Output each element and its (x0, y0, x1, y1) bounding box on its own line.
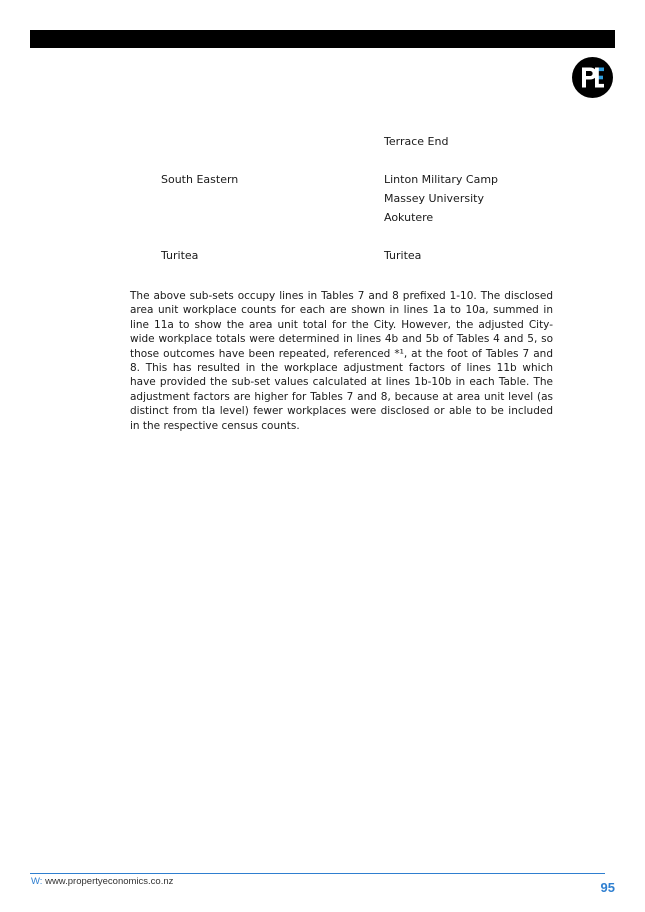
footer-divider (30, 873, 605, 874)
area-unit-aokutere: Aokutere (384, 211, 434, 224)
subset-south-eastern: South Eastern (161, 173, 239, 186)
website-link[interactable]: www.propertyeconomics.co.nz (45, 876, 174, 887)
page-number: 95 (600, 880, 615, 895)
area-unit-linton-military-camp: Linton Military Camp (384, 173, 499, 186)
property-economics-logo (572, 57, 613, 98)
pe-logo-icon (572, 57, 613, 98)
area-unit-massey-university: Massey University (384, 192, 484, 205)
area-unit-turitea: Turitea (384, 249, 422, 262)
footer-website (31, 876, 173, 888)
header-bar (30, 30, 615, 48)
area-unit-terrace-end: Terrace End (384, 135, 449, 148)
subset-turitea: Turitea (161, 249, 199, 262)
web-label: W: (31, 876, 43, 887)
body-paragraph: The above sub-sets occupy lines in Tables 7 and 8 prefixed 1-10. The disclosed area unit workplace counts for each are shown in lines 1a to 10a, summed in line 11a to show the area unit total for the City. However, the adjusted City-wide workplace totals were determined in lines 4b and 5b of Tables 4 and 5, so those outcomes have been repeated, referenced *¹, at the foot of Tables 7 and 8. This has resulted in the workplace adjustment factors of lines 11b which have provided the sub-set values calculated at lines 1b-10b in each Table. The adjustment factors are higher for Tables 7 and 8, because at area unit level (as distinct from tla level) fewer workplaces were disclosed or able to be included in the respective census counts. (130, 290, 553, 432)
